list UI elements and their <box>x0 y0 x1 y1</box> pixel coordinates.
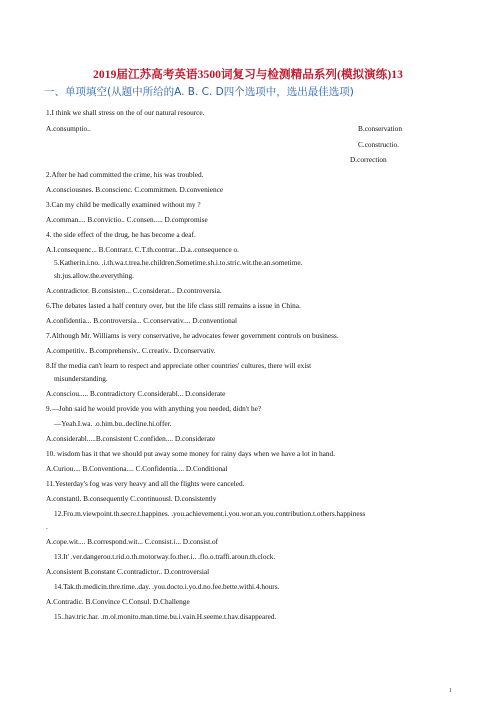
question-line: 3.Can my child be medically examined without my ? <box>46 200 201 209</box>
question-line: 13.It' .ver.dangerou.t.rid.o.th.motorway.fo.ther.i.. .flo.o.traffi.aroun.th.clock. <box>54 552 276 561</box>
question-line: 5.Katherin.i.no. .i.th.wa.t.trea.he.children.Sometime.sh.i.to.stric.wit.the.an.sometime. <box>54 258 303 267</box>
question-line: —Yeah.I.wa. .o.him.bu..decline.hi.offer. <box>54 419 172 428</box>
page-title: 2019届江苏高考英语3500词复习与检测精品系列(模拟演练)13 <box>93 69 403 81</box>
question-line: D.correction <box>350 155 387 164</box>
question-line: 7.Although Mr. Williams is very conservative, he advocates fewer government controls on business. <box>46 331 339 340</box>
question-line: A.competitiv.. B.comprehensiv.. C.creativ.. D.conservativ. <box>46 346 216 355</box>
question-line: . <box>46 522 48 531</box>
question-line: misunderstanding. <box>54 374 108 383</box>
question-line: A.consistent B.constant C.contradictor.. D.controversial <box>46 567 210 576</box>
question-line: 8.If the media can't learn to respect and appreciate other countries' cultures, there will exist <box>46 361 312 370</box>
question-line: 6.The debates lasted a half century over, but the life class still remains a issue in China. <box>46 301 301 310</box>
question-line: 14.Tak.th.medicin.thre.time..day. .you.docto.i.yo.d.no.fee.bette.withi.4.hours. <box>54 582 280 591</box>
question-line: 4. the side effect of the drug, he has become a deaf. <box>46 230 196 239</box>
question-line: 2.After he had committed the crime, his was troubled. <box>46 170 204 179</box>
question-line: 15..hav.tric.har. .m.ol.monito.man.time.bu.i.vain.H.seeme.t.hav.disappeared. <box>54 612 277 621</box>
question-line: B.conservation <box>358 124 402 133</box>
section-heading: 一、单项填空(从题中所给的A. B. C. D四个选项中，选出最佳选项) <box>44 86 354 98</box>
question-line: A.Curiou.... B.Conventiona.... C.Confidentia.... D.Conditional <box>46 464 228 473</box>
question-line: 11.Yesterday's fog was very heavy and all the flights were canceled. <box>46 479 245 488</box>
question-line: C.constructio. <box>358 140 399 149</box>
question-line: sh.jus.allow.the.everything. <box>54 271 134 280</box>
page-number: 1 <box>449 688 452 694</box>
question-line: A.contradictor. B.consisten... C.considerat... D.controversia. <box>46 286 222 295</box>
question-line: 9.—John said he would provide you with anything you needed, didn't he? <box>46 404 262 413</box>
question-line: 12.Fro.m.viewpoint.th.secre.t.happines. .you.achievement.i.you.wor.an.you.contribution.t.others.happiness <box>54 509 366 518</box>
question-line: 1.I think we shall stress on the of our natural resource. <box>46 108 205 117</box>
question-line: A.constantl. B.consequently C.continuousl. D.consistently <box>46 494 217 503</box>
question-line: A.considerabl.....B.consistent C.confiden.... D.considerate <box>46 434 216 443</box>
question-line: A.consciousnes. B.conscienc. C.commitmen. D.convenience <box>46 185 224 194</box>
question-line: A.Contradic. B.Convince C.Consul. D.Challenge <box>46 597 190 606</box>
question-line: A.comman.... B.convictio.. C.consen..... D.compromise <box>46 215 208 224</box>
question-line: A.confidentia... B.controversia... C.conservativ.... D.conventional <box>46 316 238 325</box>
question-line: A.I.consequenc... B.Contrar.t. C.T.th.contrar...D.a..consequence o. <box>46 245 239 254</box>
question-line: A.consciou..... B.contradictory C.considerabl... D.considerate <box>46 389 226 398</box>
question-line: 10. wisdom has it that we should put away some money for rainy days when we have a lot in hand. <box>46 449 335 458</box>
question-line: A.consumptio.. <box>46 124 91 133</box>
question-line: A.cope.wit.... B.correspond.wit... C.consist.i... D.consist.of <box>46 537 219 546</box>
